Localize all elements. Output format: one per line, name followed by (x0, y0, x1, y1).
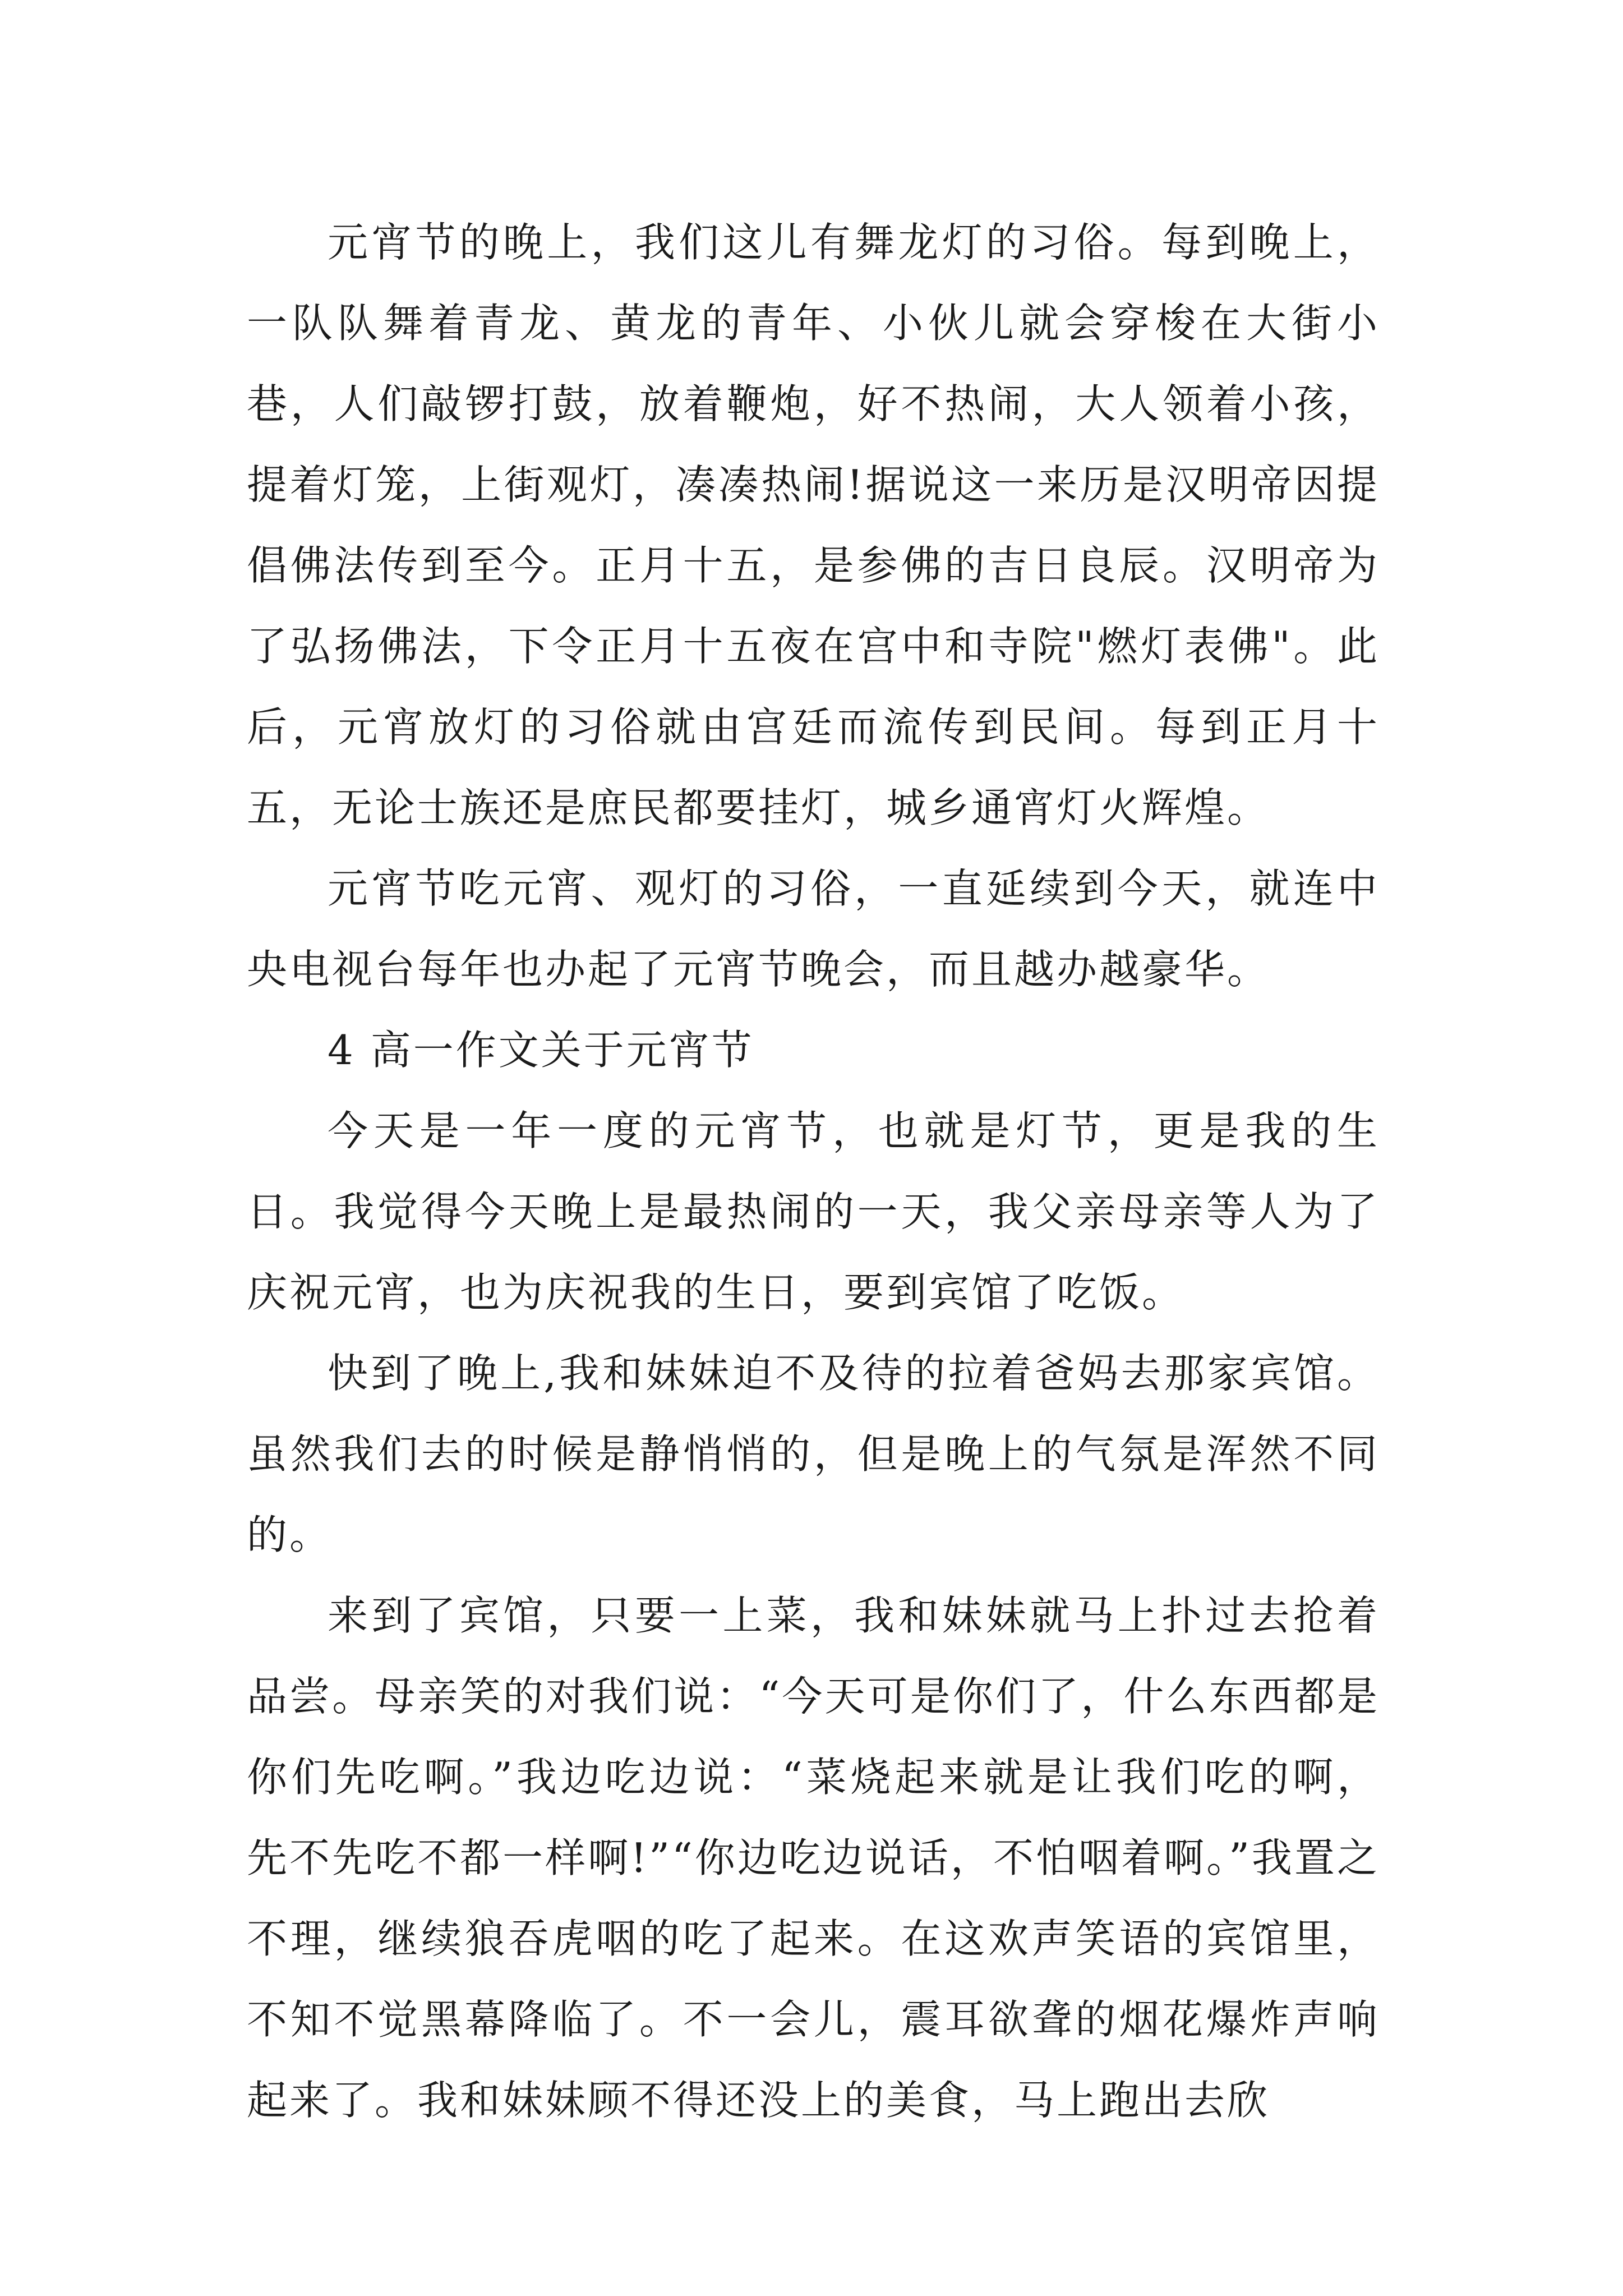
section-heading: 4 高一作文关于元宵节 (328, 1027, 754, 1074)
paragraph-evening: 快到了晚上,我和妹妹迫不及待的拉着爸妈去那家宾馆。虽然我们去的时候是静悄悄的，但是晚上的气氛是浑然不同的。 (247, 1350, 1380, 1558)
paragraph-birthday: 今天是一年一度的元宵节，也就是灯节，更是我的生日。我觉得今天晚上是最热闹的一天，我父亲母亲等人为了庆祝元宵，也为庆祝我的生日，要到宾馆了吃饭。 (247, 1107, 1380, 1316)
paragraph-dinner: 来到了宾馆，只要一上菜，我和妹妹就马上扑过去抢着品尝。母亲笑的对我们说：“今天可是你们了，什么东西都是你们先吃啊。”我边吃边说：“菜烧起来就是让我们吃的啊，先不先吃不都一样啊!”“你边吃边说话，不怕咽着啊。”我置之不理，继续狼吞虎咽的吃了起来。在这欢声笑语的宾馆里，不知不觉黑幕降临了。不一会儿，震耳欲聋的烟花爆炸声响起来了。我和妹妹顾不得还没上的美食，马上跑出去欣 (247, 1592, 1380, 2124)
document-body (247, 202, 1380, 2141)
paragraph-lantern-custom: 元宵节的晚上，我们这儿有舞龙灯的习俗。每到晚上，一队队舞着青龙、黄龙的青年、小伙儿就会穿梭在大街小巷，人们敲锣打鼓，放着鞭炮，好不热闹，大人领着小孩，提着灯笼，上街观灯，凑凑热闹!据说这一来历是汉明帝因提倡佛法传到至今。正月十五，是参佛的吉日良辰。汉明帝为了弘扬佛法，下令正月十五夜在宫中和寺院"燃灯表佛"。此后，元宵放灯的习俗就由宫廷而流传到民间。每到正月十五，无论士族还是庶民都要挂灯，城乡通宵灯火辉煌。 (247, 219, 1380, 831)
paragraph-tradition-continues: 元宵节吃元宵、观灯的习俗，一直延续到今天，就连中央电视台每年也办起了元宵节晚会，而且越办越豪华。 (247, 865, 1380, 993)
